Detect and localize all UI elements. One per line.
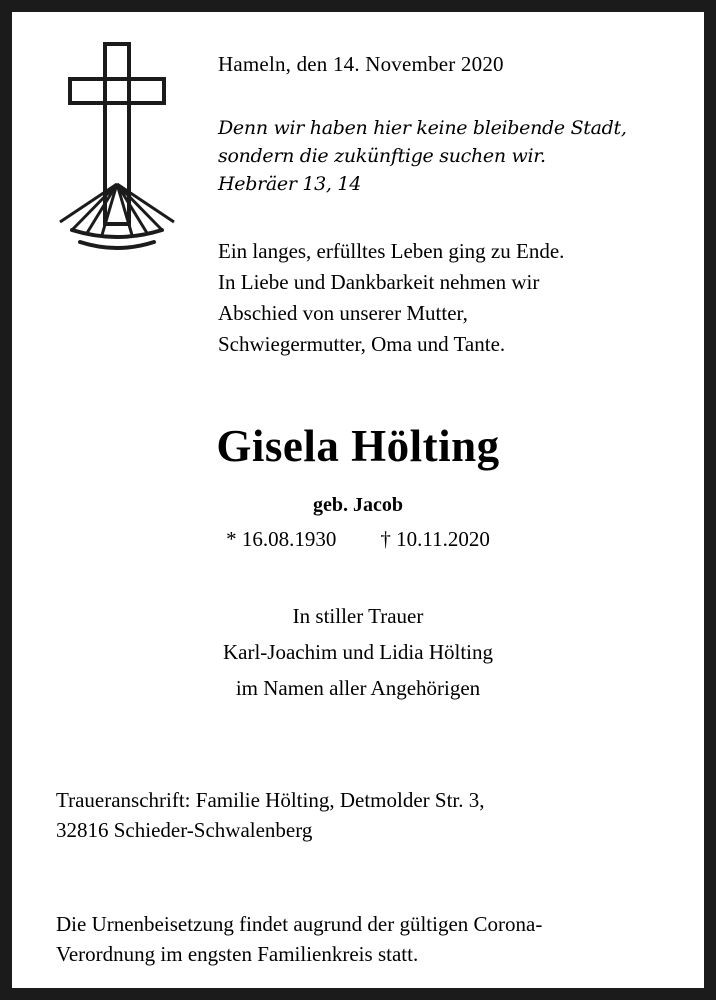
mourners-block <box>12 598 704 706</box>
funeral-notice <box>56 909 686 969</box>
deceased-dates <box>12 527 704 552</box>
verse-line-1: Denn wir haben hier keine bleibende Stadt, <box>218 117 627 139</box>
notice-inner-frame <box>10 10 706 990</box>
address-line-1: Traueranschrift: Familie Hölting, Detmolder Str. 3, <box>56 788 485 812</box>
birth-date: * 16.08.1930 <box>226 527 337 551</box>
intro-line-1: Ein langes, erfülltes Leben ging zu Ende. <box>218 239 565 263</box>
intro-text <box>218 236 688 360</box>
deceased-name: Gisela Hölting <box>216 421 500 471</box>
place-and-date: Hameln, den 14. November 2020 <box>218 52 504 76</box>
verse-reference: Hebräer 13, 14 <box>218 173 361 195</box>
mourners-line-3: im Namen aller Angehörigen <box>235 676 481 700</box>
deceased-maiden-name: geb. Jacob <box>313 494 403 516</box>
death-date: † 10.11.2020 <box>380 527 490 551</box>
intro-line-4: Schwiegermutter, Oma und Tante. <box>218 332 506 356</box>
cross-with-rays-icon <box>42 34 192 264</box>
mourners-line-1: In stiller Trauer <box>292 604 424 628</box>
bible-verse <box>218 114 688 198</box>
notice-line-2: Verordnung im engsten Familienkreis statt. <box>56 942 419 966</box>
verse-line-2: sondern die zukünftige suchen wir. <box>218 145 546 167</box>
intro-line-2: In Liebe und Dankbarkeit nehmen wir <box>218 270 540 294</box>
intro-line-3: Abschied von unserer Mutter, <box>218 301 468 325</box>
notice-line-1: Die Urnenbeisetzung findet augrund der gültigen Corona- <box>56 912 543 936</box>
mourning-address <box>56 785 676 845</box>
mourners-line-2: Karl-Joachim und Lidia Hölting <box>222 640 494 664</box>
address-line-2: 32816 Schieder-Schwalenberg <box>56 818 313 842</box>
